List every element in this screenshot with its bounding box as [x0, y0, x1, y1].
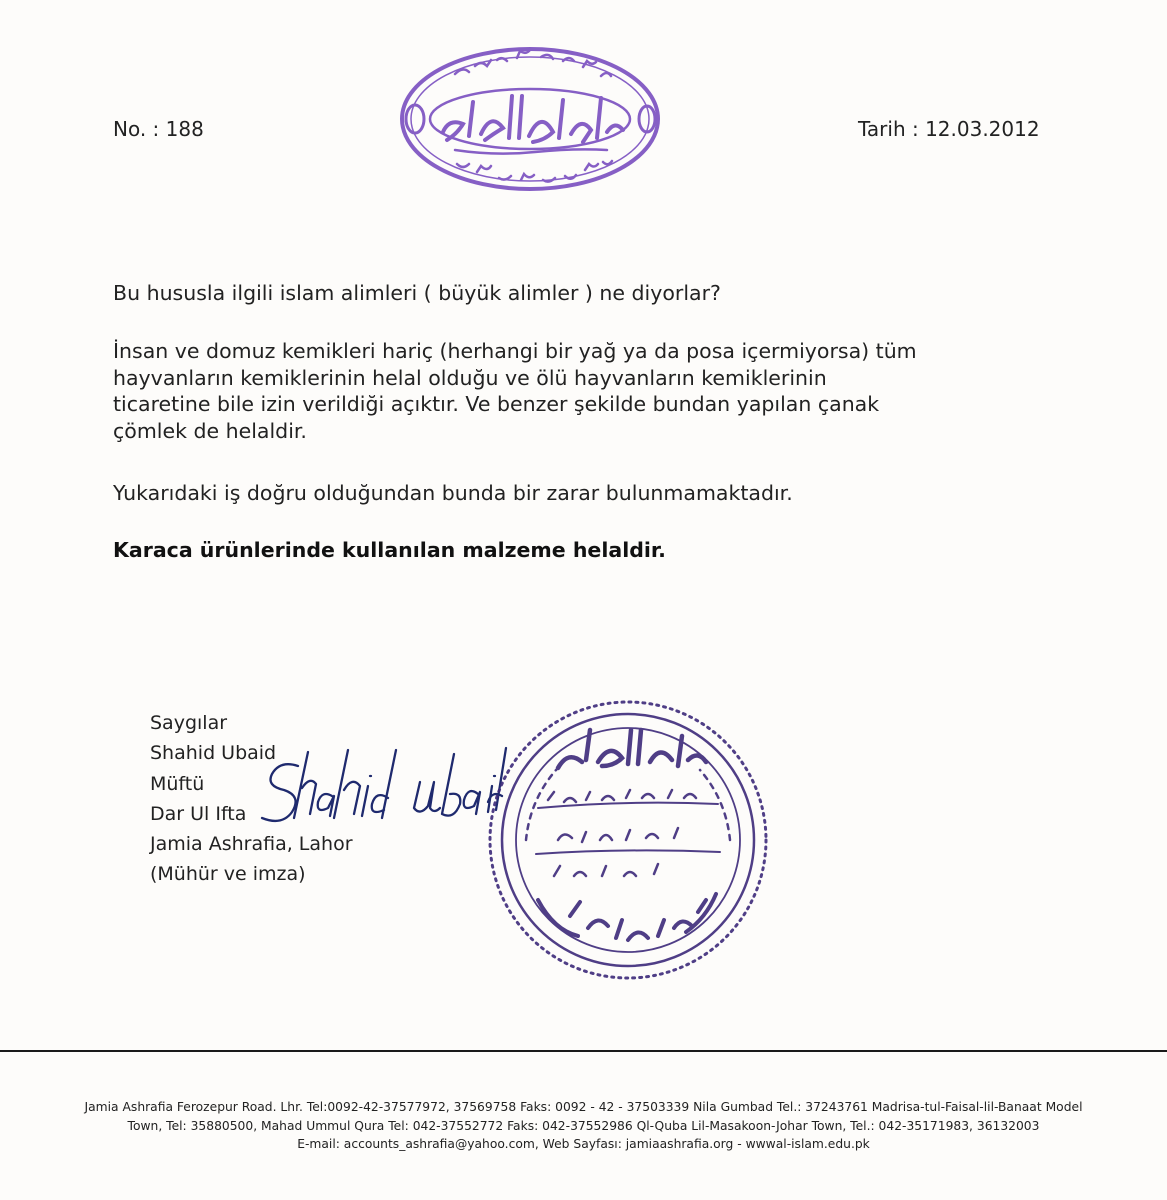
signatory-title: Müftü	[150, 772, 205, 795]
footer-line: E-mail: accounts_ashrafia@yahoo.com, Web Sayfası: jamiaashrafia.org - wwwal-islam.edu.pk	[297, 1137, 870, 1152]
handwritten-signature	[258, 742, 510, 830]
answer-paragraph	[113, 338, 1063, 444]
question-text: Bu hususla ilgili islam alimleri ( büyük alimler ) ne diyorlar?	[113, 281, 721, 305]
footer-line: Jamia Ashrafia Ferozepur Road. Lhr. Tel:0092-42-37577972, 37569758 Faks: 0092 - 42 - 37503339 Nila Gumbad Tel.: 37243761 Madrisa-tul-Faisal-lil-Banaat Model	[84, 1100, 1083, 1114]
closing-greeting: Saygılar	[150, 712, 228, 734]
seal-and-signature-note: (Mühür ve imza)	[150, 863, 306, 886]
signatory-institution: Jamia Ashrafia, Lahor	[150, 833, 353, 856]
answer-line: çömlek de helaldir.	[113, 418, 307, 443]
dar-ul-ifta-oval-stamp	[385, 38, 675, 200]
answer-line: ticaretine bile izin verildiği açıktır. Ve benzer şekilde bundan yapılan çanak	[113, 392, 880, 416]
footer-divider	[0, 1050, 1167, 1052]
reference-number: No. : 188	[113, 117, 204, 141]
halal-statement: Karaca ürünlerinde kullanılan malzeme helaldir.	[113, 538, 666, 562]
signatory-department: Dar Ul Ifta	[150, 802, 247, 825]
signatory-name: Shahid Ubaid	[150, 742, 277, 765]
footer-contact	[40, 1098, 1127, 1154]
answer-line: hayvanların kemiklerinin helal olduğu ve ölü hayvanların kemiklerinin	[113, 365, 827, 390]
answer-line: İnsan ve domuz kemikleri hariç (herhangi bir yağ ya da posa içermiyorsa) tüm	[113, 339, 917, 363]
conclusion-text: Yukarıdaki iş doğru olduğundan bunda bir zarar bulunmamaktadır.	[113, 481, 793, 505]
document-date: Tarih : 12.03.2012	[858, 117, 1040, 141]
dar-ul-ifta-round-stamp	[478, 690, 778, 990]
footer-line: Town, Tel: 35880500, Mahad Ummul Qura Tel: 042-37552772 Faks: 042-37552986 Ql-Quba Lil-Masakoon-Johar Town, Tel.: 042-35171983, 36132003	[127, 1118, 1040, 1133]
